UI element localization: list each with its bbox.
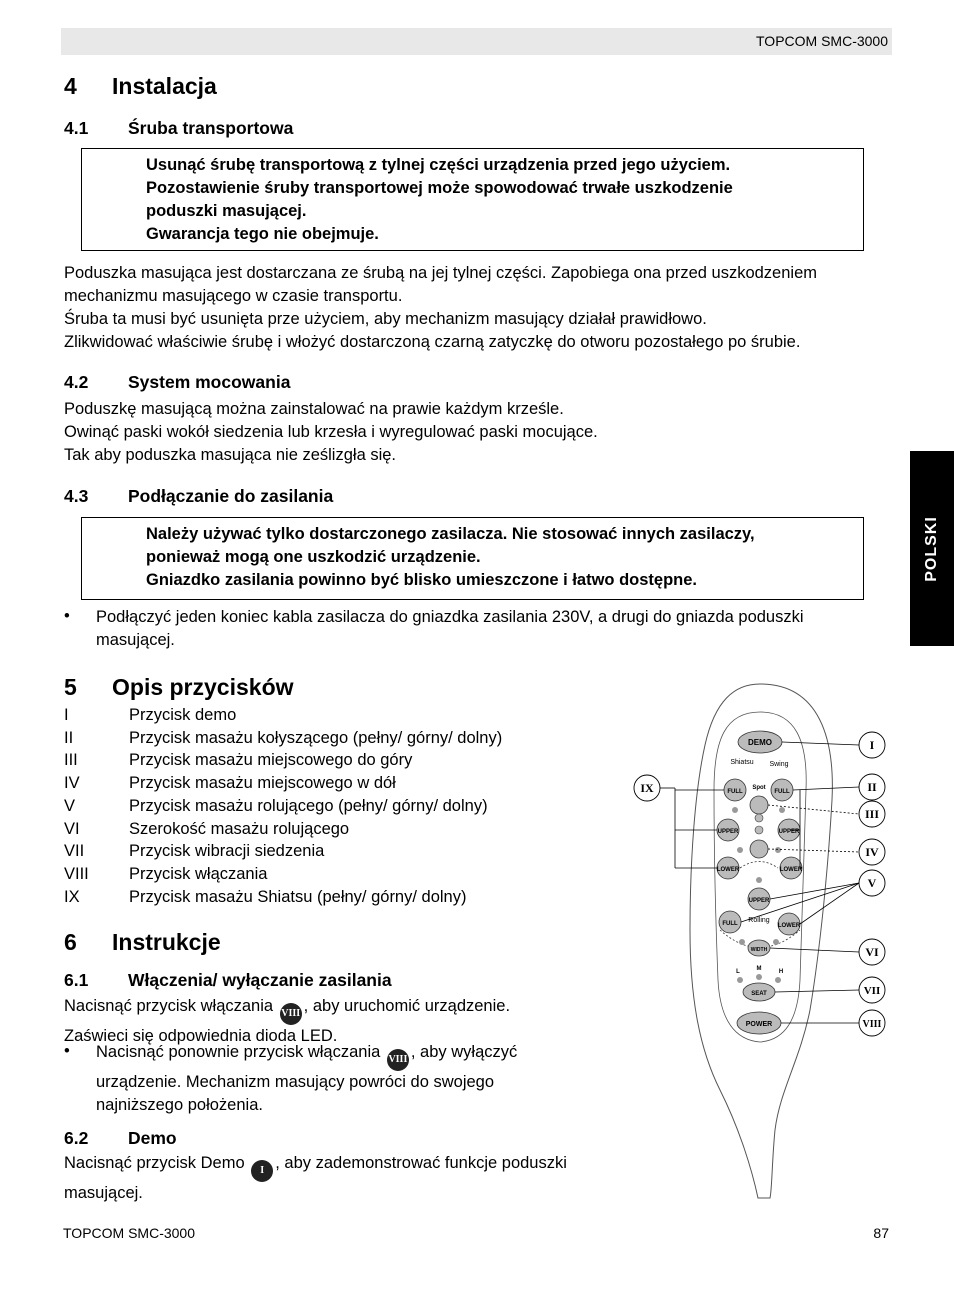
svg-text:VIII: VIII <box>862 1019 882 1030</box>
led-icon <box>773 939 779 945</box>
bullet-power-off: Nacisnąć ponownie przycisk włączania VIII , aby wyłączyć urządzenie. Mechanizm masujący powróci do swojego najniższego położenia. <box>96 1043 518 1114</box>
warning-line: Gniazdko zasilania powinno być blisko umieszczone i łatwo dostępne. <box>146 571 698 589</box>
rolling-label: Rolling <box>748 917 770 924</box>
shiatsu-label: Shiatsu <box>730 759 754 766</box>
section-4-1-heading: 4.1 Śruba transportowa <box>64 118 294 138</box>
remote-control-illustration <box>630 680 892 1202</box>
section-4-3-heading: 4.3 Podłączanie do zasilania <box>64 486 334 506</box>
led-icon <box>755 814 763 822</box>
warning-line: Pozostawienie śruby transportowej może spowodować trwałe uszkodzenie <box>146 179 733 197</box>
warning-line: ponieważ mogą one uszkodzić urządzenie. <box>146 548 481 566</box>
warning-line: Usunąć śrubę transportową z tylnej części urządzenia przed jego użyciem. <box>146 156 731 174</box>
svg-text:I: I <box>869 738 875 752</box>
led-icon <box>755 826 763 834</box>
language-tab-label: POLSKI <box>923 515 940 582</box>
list-item: IX Przycisk masażu Shiatsu (pełny/ górny/ dolny) <box>64 887 467 906</box>
led-icon <box>756 877 762 883</box>
paragraph-demo: Nacisnąć przycisk Demo I , aby zademonstrować funkcje poduszki masującej. <box>64 1154 567 1202</box>
svg-text:VII: VII <box>863 985 881 997</box>
warning-line: Gwarancja tego nie obejmuje. <box>146 225 379 243</box>
svg-text:III: III <box>864 807 880 821</box>
list-item: VIII Przycisk włączania <box>64 864 268 883</box>
power-button-icon: VIII <box>280 1003 302 1025</box>
svg-text:UPPER: UPPER <box>717 829 739 835</box>
svg-text:IV: IV <box>865 845 879 859</box>
demo-button-icon: I <box>251 1160 273 1182</box>
svg-text:II: II <box>867 780 877 794</box>
warning-box-power <box>81 517 864 600</box>
led-icon <box>737 977 743 983</box>
led-icon <box>737 847 743 853</box>
led-icon <box>779 807 785 813</box>
warning-line: poduszki masującej. <box>146 202 307 220</box>
level-l-label: L <box>736 969 740 975</box>
level-m-label: M <box>756 966 762 972</box>
warning-box-screw <box>81 148 864 251</box>
led-icon <box>775 847 781 853</box>
svg-text:UPPER: UPPER <box>778 829 800 835</box>
svg-text:FULL: FULL <box>727 789 743 795</box>
list-item: I Przycisk demo <box>64 706 237 724</box>
section-5-heading: 5 Opis przycisków <box>64 674 294 700</box>
svg-text:V: V <box>867 876 877 890</box>
footer-product: TOPCOM SMC-3000 <box>63 1225 195 1241</box>
svg-text:FULL: FULL <box>722 921 738 927</box>
list-item: III Przycisk masażu miejscowego do góry <box>64 751 413 770</box>
section-4-2-heading: 4.2 System mocowania <box>64 372 291 392</box>
svg-text:UPPER: UPPER <box>748 898 770 904</box>
paragraph-screw: Poduszka masująca jest dostarczana ze śrubą na jej tylnej części. Zapobiega ona przed uszkodzeniem mechanizmu masującego w czasie transportu. Śruba ta musi być usunięta prze użyciem, aby mechanizm masujący działał prawidłowo. Zlikwidować właściwie śrubę i włożyć dostarczoną czarną zatyczkę do otworu pozostałego po śrubie. <box>64 264 817 351</box>
svg-text:IX: IX <box>640 781 654 795</box>
svg-text:LOWER: LOWER <box>716 867 740 873</box>
spot-label: Spot <box>752 785 766 791</box>
swing-label: Swing <box>769 761 789 768</box>
power-button-icon: VIII <box>387 1049 409 1071</box>
button-list <box>64 704 502 908</box>
list-item: VII Przycisk wibracji siedzenia <box>64 842 325 861</box>
paragraph-power-on: Nacisnąć przycisk włączania VIII , aby uruchomić urządzenie. Zaświeci się odpowiednia dioda LED. <box>64 997 511 1045</box>
section-6-2-heading: 6.2 Demo <box>64 1128 177 1148</box>
level-h-label: H <box>778 969 784 975</box>
warning-line: Należy używać tylko dostarczonego zasilacza. Nie stosować innych zasilaczy, <box>146 525 755 543</box>
bullet: • <box>64 607 70 625</box>
list-item: IV Przycisk masażu miejscowego w dół <box>64 774 396 793</box>
bullet-power-text: Podłączyć jeden koniec kabla zasilacza do gniazdka zasilania 230V, a drugi do gniazda poduszki masującej. <box>96 608 804 649</box>
spot-down-button <box>750 840 768 858</box>
svg-text:SEAT: SEAT <box>751 991 767 997</box>
section-4-heading: 4 Instalacja <box>64 73 217 99</box>
demo-label: DEMO <box>748 738 772 747</box>
paragraph-mounting: Poduszkę masującą można zainstalować na prawie każdym krześle. Owinąć paski wokół siedzenia lub krzesła i wyregulować paski mocujące. Tak aby poduszka masująca nie ześlizgła się. <box>64 400 598 464</box>
header-title: TOPCOM SMC-3000 <box>756 33 888 49</box>
led-icon <box>732 807 738 813</box>
page-number: 87 <box>873 1225 889 1241</box>
svg-text:FULL: FULL <box>774 789 790 795</box>
led-icon <box>756 974 762 980</box>
section-6-1-heading: 6.1 Włączenia/ wyłączanie zasilania <box>64 970 392 990</box>
spot-up-button <box>750 796 768 814</box>
section-6-heading: 6 Instrukcje <box>64 929 221 955</box>
list-item: II Przycisk masażu kołyszącego (pełny/ górny/ dolny) <box>64 728 503 747</box>
svg-text:LOWER: LOWER <box>777 923 801 929</box>
bullet: • <box>64 1042 70 1060</box>
svg-text:LOWER: LOWER <box>779 867 803 873</box>
svg-text:WIDTH: WIDTH <box>750 947 768 953</box>
svg-text:POWER: POWER <box>745 1021 773 1028</box>
list-item: V Przycisk masażu rolującego (pełny/ górny/ dolny) <box>64 796 488 815</box>
svg-text:VI: VI <box>865 945 879 959</box>
language-tab <box>910 451 954 646</box>
list-item: VI Szerokość masażu rolującego <box>64 819 350 838</box>
led-icon <box>739 939 745 945</box>
led-icon <box>775 977 781 983</box>
